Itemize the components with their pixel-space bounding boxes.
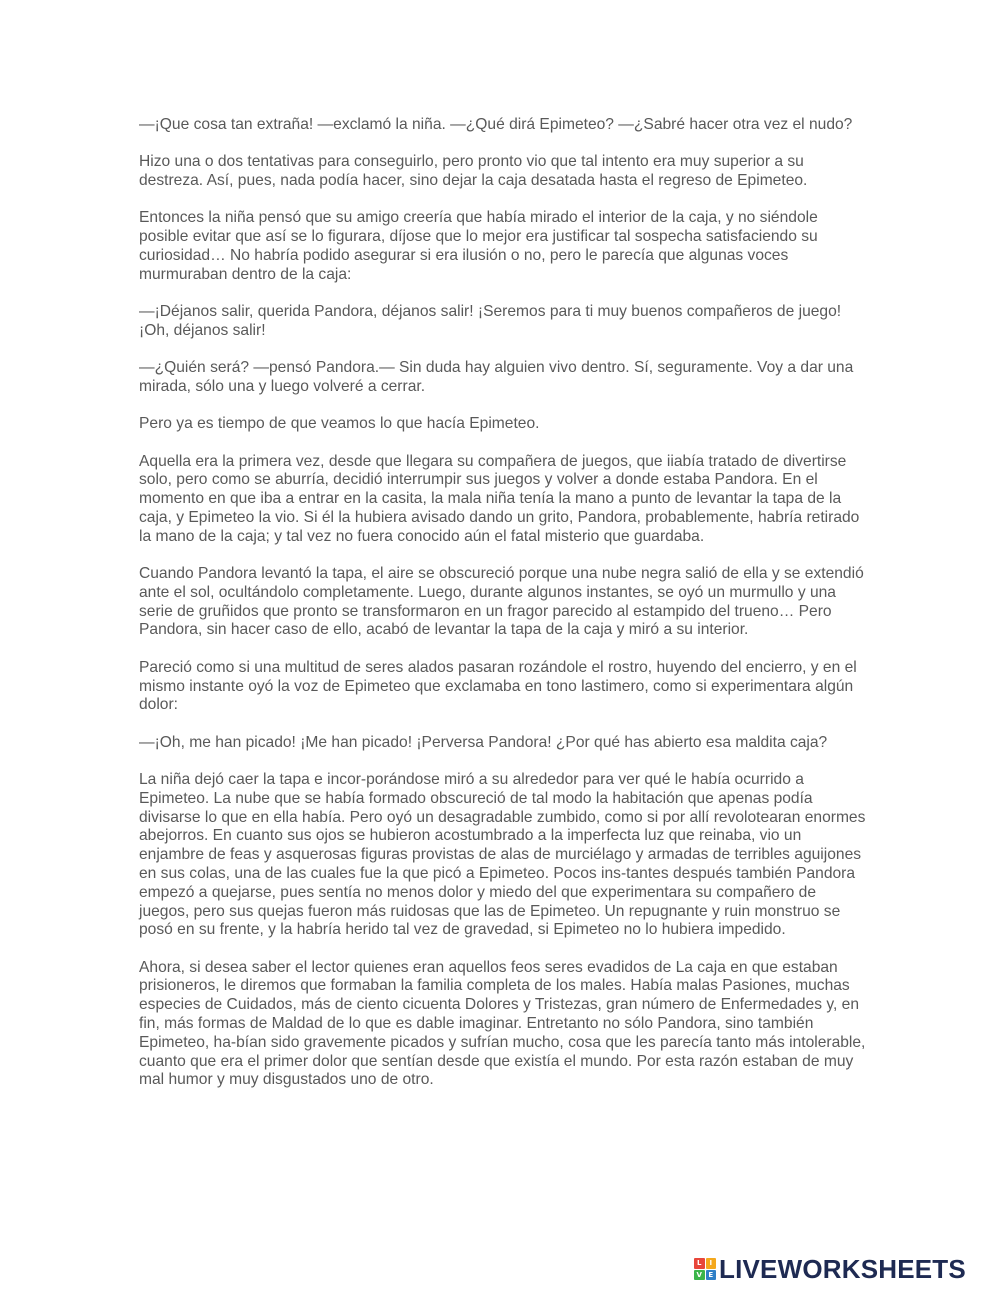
logo-text: LIVEWORKSHEETS bbox=[719, 1254, 966, 1284]
logo-mark-cell: V bbox=[694, 1270, 705, 1281]
paragraph-1: —¡Que cosa tan extraña! —exclamó la niña. —¿Qué dirá Epimeteo? —¿Sabré hacer otra vez el nudo? bbox=[139, 116, 853, 133]
logo-mark-cell: I bbox=[706, 1258, 717, 1269]
logo-mark-icon bbox=[694, 1258, 716, 1280]
logo-mark-cell: L bbox=[694, 1258, 705, 1269]
logo-mark-cell: E bbox=[706, 1270, 717, 1281]
paragraph-12: Ahora, si desea saber el lector quienes eran aquellos feos seres evadidos de La caja en que estaban prisioneros, le diremos que formaban la familia completa de los males. Había malas Pasiones, muchas especies de Cuidados, más de ciento cicuenta Dolores y Tristezas, gran número de Enfermedades y, en fin, más formas de Maldad de lo que es dable imaginar. Entretanto no sólo Pandora, sino también Epimeteo, ha-bían sido gravemente picados y sufrían mucho, cosa que les parecía tanto más intolerable, cuanto que era el primer dolor que sentían desde que existía el mundo. Por esta razón estaban de muy mal humor y muy disgustados uno de otro. bbox=[139, 958, 866, 1089]
paragraph-7: Aquella era la primera vez, desde que llegara su compañera de juegos, que iiabía tratado de divertirse solo, pero como se aburría, decidió interrumpir sus juegos y volver a donde estaba Pandora. En el momento en que iba a entrar en la casita, la mala niña tenía la mano a punto de levantar la tapa de la caja, y Epimeteo la vio. Si él la hubiera avisado dando un grito, Pandora, probablemente, habría retirado la mano de la caja; y tal vez no fuera conocido aún el fatal misterio que guardaba. bbox=[139, 452, 860, 545]
liveworksheets-logo[interactable] bbox=[694, 1254, 966, 1284]
paragraph-6: Pero ya es tiempo de que veamos lo que hacía Epimeteo. bbox=[139, 415, 540, 433]
paragraph-10: —¡Oh, me han picado! ¡Me han picado! ¡Perversa Pandora! ¿Por qué has abierto esa maldita caja? bbox=[139, 733, 828, 751]
paragraph-9: Pareció como si una multitud de seres alados pasaran rozándole el rostro, huyendo del encierro, y en el mismo instante oyó la voz de Epimeteo que exclamaba en tono lastimero, como si experimentara algún dolor: bbox=[139, 658, 857, 714]
paragraph-8: Cuando Pandora levantó la tapa, el aire se obscureció porque una nube negra salió de ella y se extendió ante el sol, ocultándolo completamente. Luego, durante algunos instantes, se oyó un murmullo y una serie de gruñidos que pronto se transformaron en un fragor parecido al estampido del trueno… Pero Pandora, sin hacer caso de ello, acabó de levantar la tapa de la caja y miró a su interior. bbox=[139, 565, 864, 639]
paragraph-11: La niña dejó caer la tapa e incor-porándose miró a su alrededor para ver qué le había ocurrido a Epimeteo. La nube que se había formado obscureció de tal modo la habitación que apenas podía divisarse lo que en ella había. Pero oyó un desagradable zumbido, como si por allí revolotearan enormes abejorros. En cuanto sus ojos se hubieron acostumbrado a la imperfecta luz que reinaba, vio un enjambre de feas y asquerosas figuras provistas de alas de murciélago y armadas de terribles aguijones en sus colas, una de las cuales fue la que picó a Epimeteo. Pocos ins-tantes después también Pandora empezó a quejarse, pues sentía no menos dolor y miedo del que experimentara su compañero de juegos, pero sus quejas fueron más ruidosas que las de Epimeteo. Un repugnante y ruin monstruo se posó en su frente, y la habría herido tal vez de gravedad, si Epimeteo no lo hubiera impedido. bbox=[139, 770, 866, 939]
paragraph-2: Hizo una o dos tentativas para conseguirlo, pero pronto vio que tal intento era muy superior a su destreza. Así, pues, nada podía hacer, sino dejar la caja desatada hasta el regreso de Epimeteo. bbox=[139, 153, 808, 190]
paragraph-5: —¿Quién será? —pensó Pandora.— Sin duda hay alguien vivo dentro. Sí, seguramente. Voy a dar una mirada, sólo una y luego volveré a cerrar. bbox=[139, 359, 854, 395]
paragraph-3: Entonces la niña pensó que su amigo creería que había mirado el interior de la caja, y no siéndole posible evitar que así se lo figurara, díjose que lo mejor era justificar tal sospecha satisfaciendo su curiosidad… No habría podido asegurar si era ilusión o no, pero le parecía que algunas voces murmuraban dentro de la caja: bbox=[139, 209, 818, 283]
paragraph-4: —¡Déjanos salir, querida Pandora, déjanos salir! ¡Seremos para ti muy buenos compañeros de juego! ¡Oh, déjanos salir! bbox=[139, 303, 842, 339]
document-body bbox=[139, 116, 867, 1109]
